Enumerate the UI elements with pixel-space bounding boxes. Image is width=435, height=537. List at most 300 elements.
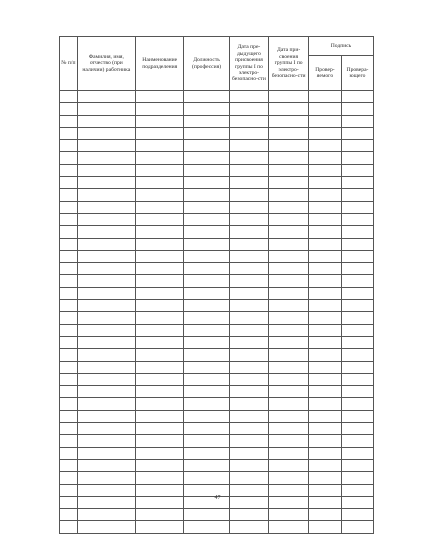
- table-cell: [136, 287, 184, 299]
- table-cell: [308, 275, 341, 287]
- table-cell: [341, 189, 373, 201]
- table-row: [60, 115, 374, 127]
- table-cell: [341, 140, 373, 152]
- table-cell: [60, 287, 78, 299]
- table-row: [60, 238, 374, 250]
- table-cell: [60, 189, 78, 201]
- table-cell: [184, 140, 229, 152]
- table-cell: [229, 373, 269, 385]
- table-cell: [184, 275, 229, 287]
- table-cell: [60, 373, 78, 385]
- table-cell: [308, 324, 341, 336]
- table-cell: [77, 336, 135, 348]
- table-cell: [77, 472, 135, 484]
- table-cell: [60, 300, 78, 312]
- table-cell: [341, 459, 373, 471]
- table-cell: [341, 423, 373, 435]
- table-row: [60, 103, 374, 115]
- table-cell: [269, 164, 309, 176]
- table-cell: [77, 177, 135, 189]
- table-cell: [136, 103, 184, 115]
- table-cell: [77, 373, 135, 385]
- table-cell: [184, 373, 229, 385]
- table-cell: [77, 189, 135, 201]
- table-row: [60, 287, 374, 299]
- table-cell: [184, 250, 229, 262]
- table-row: [60, 312, 374, 324]
- table-cell: [184, 300, 229, 312]
- header-employee-name: Фамилия, имя, отчество (при наличии) работника: [77, 37, 135, 91]
- table-cell: [229, 472, 269, 484]
- table-cell: [269, 459, 309, 471]
- table-row: [60, 423, 374, 435]
- table-cell: [184, 152, 229, 164]
- table-cell: [77, 91, 135, 103]
- table-cell: [341, 386, 373, 398]
- table-cell: [308, 152, 341, 164]
- table-cell: [136, 521, 184, 533]
- table-cell: [308, 472, 341, 484]
- table-cell: [60, 140, 78, 152]
- table-cell: [136, 472, 184, 484]
- table-row: [60, 275, 374, 287]
- table-cell: [341, 177, 373, 189]
- table-cell: [229, 509, 269, 521]
- table-cell: [136, 373, 184, 385]
- table-cell: [136, 447, 184, 459]
- table-cell: [229, 226, 269, 238]
- table-cell: [229, 312, 269, 324]
- table-cell: [229, 238, 269, 250]
- table-cell: [341, 312, 373, 324]
- table-row: [60, 435, 374, 447]
- table-cell: [136, 509, 184, 521]
- table-cell: [60, 398, 78, 410]
- table-cell: [269, 398, 309, 410]
- table-cell: [308, 509, 341, 521]
- table-cell: [308, 115, 341, 127]
- table-cell: [184, 312, 229, 324]
- table-cell: [77, 398, 135, 410]
- table-cell: [60, 250, 78, 262]
- electrical-safety-journal-table: [59, 36, 374, 534]
- table-cell: [77, 201, 135, 213]
- table-cell: [184, 103, 229, 115]
- table-cell: [229, 201, 269, 213]
- table-cell: [341, 447, 373, 459]
- table-row: [60, 521, 374, 533]
- table-cell: [229, 386, 269, 398]
- table-cell: [341, 509, 373, 521]
- table-cell: [269, 410, 309, 422]
- table-cell: [77, 238, 135, 250]
- table-cell: [229, 177, 269, 189]
- table-cell: [269, 238, 309, 250]
- table-row: [60, 152, 374, 164]
- table-cell: [136, 177, 184, 189]
- table-cell: [229, 213, 269, 225]
- table-cell: [136, 152, 184, 164]
- table-cell: [60, 509, 78, 521]
- table-cell: [308, 238, 341, 250]
- table-cell: [341, 250, 373, 262]
- table-cell: [184, 127, 229, 139]
- table-cell: [77, 312, 135, 324]
- table-cell: [269, 275, 309, 287]
- table-cell: [136, 423, 184, 435]
- table-cell: [308, 201, 341, 213]
- table-cell: [184, 213, 229, 225]
- table-row: [60, 361, 374, 373]
- table-cell: [341, 164, 373, 176]
- table-row: [60, 226, 374, 238]
- table-cell: [184, 91, 229, 103]
- table-cell: [269, 521, 309, 533]
- table-cell: [60, 127, 78, 139]
- table-cell: [184, 398, 229, 410]
- table-cell: [341, 398, 373, 410]
- table-cell: [184, 177, 229, 189]
- table-cell: [60, 164, 78, 176]
- table-cell: [229, 91, 269, 103]
- table-cell: [269, 324, 309, 336]
- table-cell: [77, 263, 135, 275]
- table-cell: [136, 410, 184, 422]
- table-cell: [184, 349, 229, 361]
- table-cell: [341, 300, 373, 312]
- table-row: [60, 189, 374, 201]
- table-cell: [184, 386, 229, 398]
- table-cell: [60, 336, 78, 348]
- table-cell: [308, 91, 341, 103]
- table-cell: [60, 521, 78, 533]
- table-cell: [269, 250, 309, 262]
- table-cell: [229, 349, 269, 361]
- table-cell: [77, 521, 135, 533]
- table-cell: [229, 103, 269, 115]
- table-cell: [136, 312, 184, 324]
- table-cell: [184, 423, 229, 435]
- table-cell: [77, 361, 135, 373]
- table-cell: [77, 152, 135, 164]
- table-cell: [77, 300, 135, 312]
- table-cell: [229, 115, 269, 127]
- table-row: [60, 386, 374, 398]
- table-cell: [308, 386, 341, 398]
- table-cell: [77, 103, 135, 115]
- table-cell: [308, 349, 341, 361]
- table-cell: [136, 398, 184, 410]
- table-row: [60, 300, 374, 312]
- table-cell: [308, 410, 341, 422]
- table-cell: [60, 472, 78, 484]
- table-cell: [308, 226, 341, 238]
- table-cell: [341, 115, 373, 127]
- table-cell: [269, 447, 309, 459]
- table-row: [60, 127, 374, 139]
- table-row: [60, 459, 374, 471]
- table-cell: [308, 435, 341, 447]
- table-cell: [269, 103, 309, 115]
- table-cell: [77, 435, 135, 447]
- table-row: [60, 91, 374, 103]
- table-cell: [308, 263, 341, 275]
- table-cell: [341, 373, 373, 385]
- table-cell: [269, 115, 309, 127]
- table-cell: [308, 398, 341, 410]
- table-cell: [229, 521, 269, 533]
- table-cell: [341, 127, 373, 139]
- table-row: [60, 410, 374, 422]
- table-cell: [229, 127, 269, 139]
- header-signature-checker: Провера-ющего: [341, 56, 373, 91]
- table-cell: [136, 238, 184, 250]
- table-cell: [269, 300, 309, 312]
- table-row: [60, 201, 374, 213]
- table-cell: [308, 447, 341, 459]
- table-cell: [269, 91, 309, 103]
- header-previous-assignment-date: Дата пре-дыдущего присвоения группы I по электро-безопасно-сти: [229, 37, 269, 91]
- table-cell: [229, 410, 269, 422]
- table-row: [60, 447, 374, 459]
- table-cell: [60, 312, 78, 324]
- table-cell: [308, 373, 341, 385]
- table-cell: [229, 398, 269, 410]
- table-cell: [308, 103, 341, 115]
- table-row: [60, 472, 374, 484]
- table-cell: [229, 287, 269, 299]
- table-cell: [269, 189, 309, 201]
- table-cell: [269, 152, 309, 164]
- table-cell: [308, 189, 341, 201]
- header-department: Наименование подразделения: [136, 37, 184, 91]
- table-cell: [308, 521, 341, 533]
- table-row: [60, 140, 374, 152]
- table-cell: [269, 423, 309, 435]
- table-cell: [184, 447, 229, 459]
- table-cell: [184, 164, 229, 176]
- table-row: [60, 177, 374, 189]
- table-cell: [60, 447, 78, 459]
- table-cell: [77, 509, 135, 521]
- table-cell: [136, 115, 184, 127]
- table-cell: [77, 287, 135, 299]
- table-cell: [308, 213, 341, 225]
- header-signature: Подпись: [308, 37, 373, 56]
- table-cell: [136, 300, 184, 312]
- table-cell: [60, 459, 78, 471]
- table-cell: [269, 373, 309, 385]
- table-cell: [269, 127, 309, 139]
- table-cell: [229, 447, 269, 459]
- table-row: [60, 250, 374, 262]
- table-cell: [308, 361, 341, 373]
- table-cell: [184, 521, 229, 533]
- table-cell: [77, 459, 135, 471]
- table-cell: [60, 361, 78, 373]
- table-cell: [136, 435, 184, 447]
- table-cell: [60, 103, 78, 115]
- table-cell: [229, 324, 269, 336]
- table-cell: [136, 140, 184, 152]
- journal-body: [60, 91, 374, 534]
- table-cell: [184, 226, 229, 238]
- table-row: [60, 349, 374, 361]
- table-cell: [229, 140, 269, 152]
- table-cell: [269, 287, 309, 299]
- table-cell: [341, 103, 373, 115]
- table-cell: [269, 177, 309, 189]
- table-cell: [136, 336, 184, 348]
- table-cell: [77, 213, 135, 225]
- table-cell: [341, 152, 373, 164]
- table-row: [60, 324, 374, 336]
- table-cell: [308, 140, 341, 152]
- table-cell: [184, 459, 229, 471]
- table-cell: [308, 164, 341, 176]
- table-cell: [136, 127, 184, 139]
- table-cell: [341, 472, 373, 484]
- table-cell: [308, 423, 341, 435]
- table-cell: [341, 521, 373, 533]
- table-cell: [136, 324, 184, 336]
- table-cell: [269, 201, 309, 213]
- table-cell: [269, 472, 309, 484]
- table-cell: [341, 287, 373, 299]
- table-cell: [136, 459, 184, 471]
- table-cell: [184, 115, 229, 127]
- table-cell: [60, 386, 78, 398]
- table-cell: [77, 447, 135, 459]
- table-cell: [184, 336, 229, 348]
- page-number: 47: [214, 495, 221, 501]
- table-cell: [184, 189, 229, 201]
- table-cell: [229, 275, 269, 287]
- header-position: Должность (профессия): [184, 37, 229, 91]
- table-cell: [184, 435, 229, 447]
- table-cell: [136, 201, 184, 213]
- table-cell: [77, 349, 135, 361]
- table-row: [60, 213, 374, 225]
- table-row: [60, 263, 374, 275]
- table-row: [60, 373, 374, 385]
- table-cell: [77, 226, 135, 238]
- table-row: [60, 398, 374, 410]
- table-cell: [341, 324, 373, 336]
- table-cell: [269, 336, 309, 348]
- table-cell: [341, 336, 373, 348]
- table-cell: [60, 263, 78, 275]
- table-cell: [341, 435, 373, 447]
- table-cell: [229, 152, 269, 164]
- table-cell: [184, 287, 229, 299]
- table-cell: [77, 275, 135, 287]
- table-cell: [60, 324, 78, 336]
- table-cell: [269, 140, 309, 152]
- table-cell: [60, 152, 78, 164]
- table-cell: [341, 410, 373, 422]
- table-cell: [77, 410, 135, 422]
- table-cell: [60, 213, 78, 225]
- table-cell: [308, 287, 341, 299]
- table-cell: [229, 361, 269, 373]
- table-cell: [77, 140, 135, 152]
- table-cell: [136, 361, 184, 373]
- table-cell: [136, 263, 184, 275]
- table-row: [60, 336, 374, 348]
- table-cell: [269, 361, 309, 373]
- table-cell: [229, 423, 269, 435]
- table-cell: [60, 275, 78, 287]
- table-cell: [60, 410, 78, 422]
- table-cell: [60, 177, 78, 189]
- table-cell: [184, 410, 229, 422]
- table-cell: [136, 226, 184, 238]
- table-cell: [269, 349, 309, 361]
- header-signature-checked: Провер-яемого: [308, 56, 341, 91]
- table-cell: [60, 423, 78, 435]
- table-cell: [308, 177, 341, 189]
- header-assignment-date: Дата при-своения группы I по электро-безопасно-сти: [269, 37, 309, 91]
- table-cell: [229, 250, 269, 262]
- table-cell: [269, 263, 309, 275]
- table-cell: [136, 91, 184, 103]
- table-cell: [308, 336, 341, 348]
- table-cell: [269, 226, 309, 238]
- table-cell: [60, 349, 78, 361]
- table-cell: [308, 127, 341, 139]
- table-cell: [341, 201, 373, 213]
- table-cell: [184, 324, 229, 336]
- table-cell: [229, 459, 269, 471]
- table-cell: [341, 361, 373, 373]
- table-cell: [60, 91, 78, 103]
- table-cell: [229, 263, 269, 275]
- table-cell: [184, 472, 229, 484]
- table-cell: [269, 386, 309, 398]
- table-cell: [136, 275, 184, 287]
- table-cell: [341, 226, 373, 238]
- table-cell: [60, 238, 78, 250]
- table-cell: [341, 263, 373, 275]
- table-cell: [341, 275, 373, 287]
- table-cell: [136, 250, 184, 262]
- table-cell: [229, 189, 269, 201]
- table-cell: [229, 300, 269, 312]
- table-cell: [77, 115, 135, 127]
- table-cell: [229, 336, 269, 348]
- table-cell: [308, 459, 341, 471]
- table-cell: [229, 164, 269, 176]
- table-cell: [60, 201, 78, 213]
- table-cell: [308, 250, 341, 262]
- table-row: [60, 509, 374, 521]
- table-cell: [308, 312, 341, 324]
- table-cell: [136, 189, 184, 201]
- table-cell: [136, 386, 184, 398]
- table-cell: [77, 250, 135, 262]
- table-cell: [269, 509, 309, 521]
- table-cell: [269, 213, 309, 225]
- table-cell: [229, 435, 269, 447]
- table-cell: [136, 349, 184, 361]
- table-cell: [184, 238, 229, 250]
- table-row: [60, 164, 374, 176]
- table-cell: [308, 300, 341, 312]
- table-cell: [77, 127, 135, 139]
- table-cell: [136, 164, 184, 176]
- table-cell: [77, 164, 135, 176]
